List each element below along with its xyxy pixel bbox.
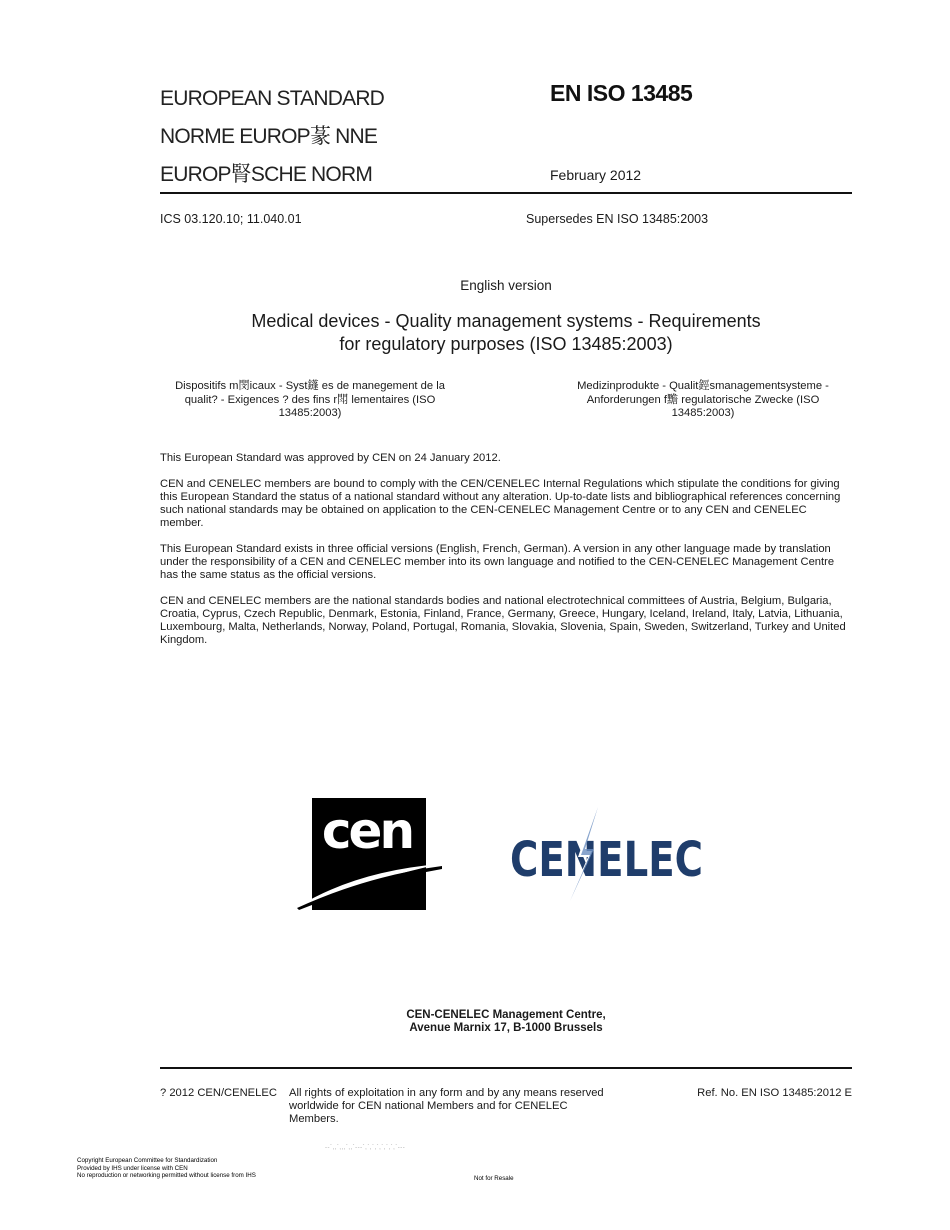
- german-title-line-1: Medizinprodukte - Qualit鋞smanagementsysteme -: [577, 380, 829, 392]
- title-line-1: Medical devices - Quality management systems - Requirements: [251, 311, 761, 331]
- heading-line-german: EUROP腎SCHE NORM: [160, 163, 373, 186]
- management-centre-address: [160, 1009, 852, 1035]
- german-title: [553, 380, 853, 421]
- members-paragraph: CEN and CENELEC members are the national standards bodies and national electrotechnical committees of Austria, Belgium, Bulgaria, Croatia, Cyprus, Czech Republic, Denmark, Estonia, Finland, France, Germany, Greece, Hungary, Iceland, Ireland, Italy, Latvia, Lithuania, Luxembourg, Malta, Netherlands, Norway, Poland, Portugal, Romania, Slovakia, Slovenia, Spain, Sweden, Switzerland, Turkey and United Kingdom.: [160, 595, 846, 646]
- standard-number: EN ISO 13485: [550, 80, 693, 106]
- cen-logo: [297, 796, 442, 912]
- french-title-line-3: 13485:2003): [278, 407, 342, 419]
- cenelec-logo: [508, 805, 706, 903]
- standard-type-heading: [160, 80, 384, 194]
- ics-codes: ICS 03.120.10; 11.040.01: [160, 212, 302, 226]
- not-for-resale-label: Not for Resale: [474, 1175, 514, 1182]
- rights-statement: All rights of exploitation in any form and by any means reserved worldwide for CEN national Members and for CENELEC Members.: [289, 1087, 604, 1125]
- footer-divider: [160, 1067, 852, 1069]
- license-line-3: No reproduction or networking permitted without license from IHS: [77, 1172, 256, 1179]
- german-title-line-2: Anforderungen f黵 regulatorische Zwecke (ISO: [586, 393, 820, 406]
- versions-paragraph: This European Standard exists in three official versions (English, French, German). A version in any other language made by translation under the responsibility of a CEN and CENELEC member into its own language and notified to the CEN-CENELEC Management Centre has the same status as the official versions.: [160, 543, 835, 581]
- compliance-paragraph: CEN and CENELEC members are bound to comply with the CEN/CENELEC Internal Regulations which stipulate the conditions for giving this European Standard the status of a national standard without any alteration. Up-to-date lists and bibliographical references concerning such national standards may be obtained on application to the CEN-CENELEC Management Centre or to any CEN and CENELEC member.: [160, 478, 841, 529]
- copyright-notice: ? 2012 CEN/CENELEC: [160, 1087, 277, 1099]
- license-notice: [77, 1157, 256, 1180]
- centre-street: Avenue Marnix 17, B-1000 Brussels: [409, 1022, 603, 1034]
- header-divider: [160, 192, 852, 194]
- supersedes-note: Supersedes EN ISO 13485:2003: [526, 212, 709, 226]
- french-title-line-1: Dispositifs m閔icaux - Syst鑝 es de manegement de la: [175, 380, 445, 392]
- publication-date: February 2012: [550, 167, 642, 183]
- cen-logo-text: cen: [321, 802, 413, 860]
- heading-line-french: NORME EUROP蒃 NNE: [160, 125, 378, 148]
- license-line-1: Copyright European Committee for Standardization: [77, 1157, 218, 1164]
- license-line-2: Provided by IHS under license with CEN: [77, 1164, 188, 1172]
- approval-paragraph: This European Standard was approved by CEN on 24 January 2012.: [160, 452, 501, 464]
- french-title: [160, 380, 460, 421]
- german-title-line-3: 13485:2003): [671, 407, 735, 419]
- centre-name: CEN-CENELEC Management Centre,: [406, 1009, 606, 1021]
- heading-line-english: EUROPEAN STANDARD: [160, 87, 385, 110]
- reference-number: Ref. No. EN ISO 13485:2012 E: [697, 1087, 852, 1099]
- standard-body-text: [160, 452, 852, 660]
- cenelec-logo-text: CENELEC: [510, 832, 703, 888]
- faint-watermark-id: --`,,`,,,`,,`---`,`,`,`,`,`,`,`---: [325, 1145, 406, 1151]
- document-title: [200, 310, 812, 356]
- title-line-2: for regulatory purposes (ISO 13485:2003): [339, 334, 673, 354]
- language-version: English version: [460, 278, 552, 293]
- french-title-line-2: qualit? - Exigences ? des fins r閗 lementaires (ISO: [184, 393, 436, 406]
